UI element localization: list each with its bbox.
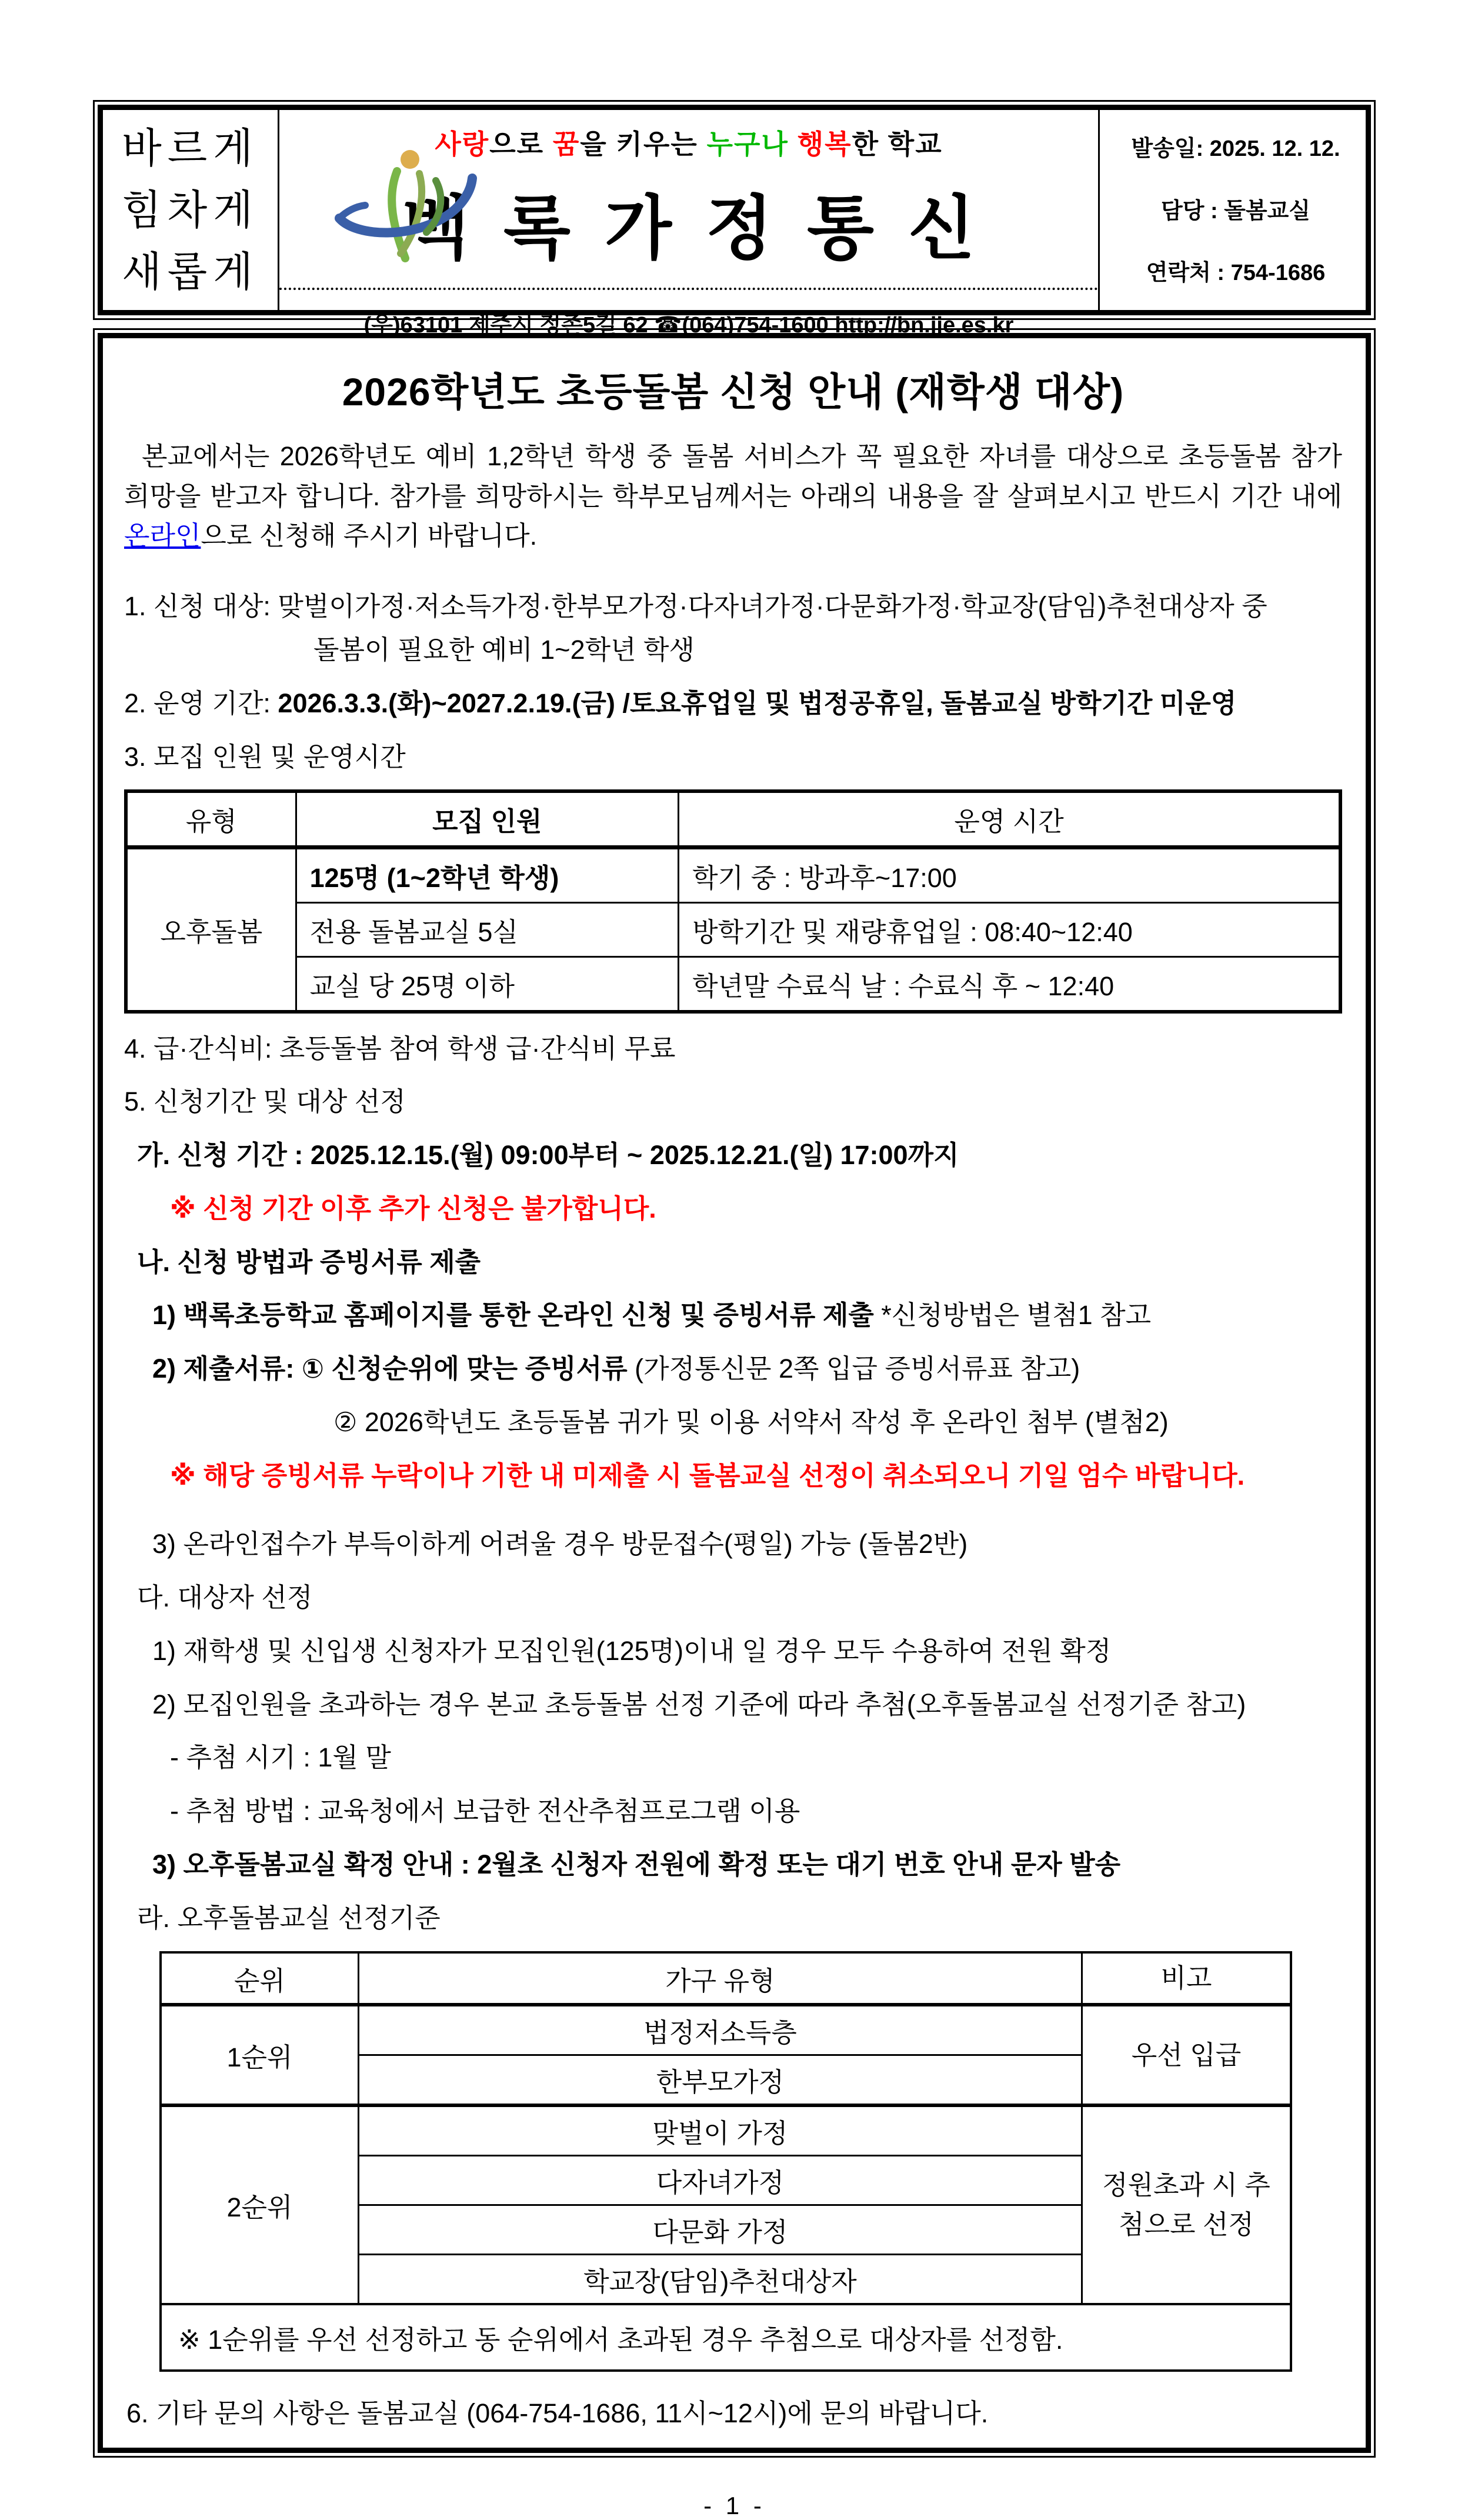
na-2-documents-line2: ② 2026학년도 초등돌봄 귀가 및 이용 서약서 작성 후 온라인 첨부 (별첨2) [333,1406,1169,1437]
table-header-row [126,791,1340,848]
item-5-selection: 5. 신청기간 및 대상 선정 [124,1086,406,1117]
col-header-type: 유형 [126,791,296,848]
col-header-capacity: 모집 인원 [296,791,678,848]
recruitment-table [124,789,1342,1014]
intro-paragraph: 본교에서는 2026학년도 예비 1,2학년 학생 중 돌봄 서비스가 꼭 필요한 자녀를 대상으로 초등돌봄 참가 희망을 받고자 합니다. 참가를 희망하시는 학부모님께서는 아래의 내용을 잘 살펴보시고 반드시 기간 내에 온라인으로 신청해 주시기 바랍니다. [124,441,1342,551]
sub-na-method: 나. 신청 방법과 증빙서류 제출 [137,1246,481,1277]
motto-line-1: 바르게 [122,125,259,171]
content-box [93,328,1376,2458]
cell-type-dual-income: 맞벌이 가정 [358,2105,1082,2156]
slogan-word-dream: 꿈 [552,129,580,159]
cell-type-single-parent: 한부모가정 [358,2055,1082,2105]
cell-rank-2: 2순위 [161,2105,358,2304]
cell-capacity-2: 전용 돌봄교실 5실 [296,902,678,956]
col-header-household: 가구 유형 [358,1952,1082,2005]
criteria-footnote: ※ 1순위를 우선 선정하고 동 순위에서 초과된 경우 추첨으로 대상자를 선정함. [161,2304,1291,2371]
cell-rank-1: 1순위 [161,2005,358,2105]
da-1-within-capacity: 1) 재학생 및 신입생 신청자가 모집인원(125명)이내 일 경우 모두 수용하여 전원 확정 [152,1635,1112,1666]
item-1-target: 1. 신청 대상: 맞벌이가정·저소득가정·한부모가정·다자녀가정·다문화가정·학교장(담임)추천대상자 중 돌봄이 필요한 예비 1~2학년 학생 [124,591,1267,665]
table-row [126,956,1340,1012]
header-meta [1100,110,1366,310]
manager: 담당 : 돌봄교실 [1160,198,1311,224]
criteria-table [159,1951,1292,2372]
header-center [279,110,1100,338]
online-link[interactable]: 온라인 [124,521,201,551]
page-number: - 1 - [703,2491,765,2519]
sub-ra-criteria: 라. 오후돌봄교실 선정기준 [137,1902,441,1933]
sub-ga-period: 가. 신청 기간 : 2025.12.15.(월) 09:00부터 ~ 2025.12.21.(일) 17:00까지 [137,1140,959,1170]
newsletter-title: 백록가정통신 [402,190,1009,268]
note-no-late-application: ※ 신청 기간 이후 추가 신청은 불가합니다. [170,1193,656,1224]
col-header-remark: 비고 [1082,1952,1291,2005]
criteria-header-row [161,1952,1291,2005]
school-address: (우)63101 제주시 정존5길 62 ☎(064)754-1600 http://bn.jje.es.kr [363,313,1014,338]
col-header-hours: 운영 시간 [679,791,1340,848]
slogan-word-happy: 행복 [797,129,852,159]
school-logo-icon [332,145,485,269]
na-1-online: 1) 백록초등학교 홈페이지를 통한 온라인 신청 및 증빙서류 제출 *신청방법은 별첨1 참고 [152,1300,1152,1331]
slogan-word-everyone: 누구나 [706,129,789,159]
note-document-deadline: ※ 해당 증빙서류 누락이나 기한 내 미제출 시 돌봄교실 선정이 취소되오니 기일 엄수 바랍니다. [170,1460,1245,1491]
page-title: 2026학년도 초등돌봄 신청 안내 (재학생 대상) [342,370,1125,414]
slogan-word-love: 사랑 [435,129,490,159]
item-2-period: 2. 운영 기간: 2026.3.3.(화)~2027.2.19.(금) /토요휴업일 및 법정공휴일, 돌봄교실 방학기간 미운영 [124,688,1237,718]
contact: 연락처 : 754-1686 [1146,261,1326,285]
cell-hours-1: 학기 중 : 방과후~17:00 [679,847,1340,902]
cell-type-multicultural: 다문화 가정 [358,2205,1082,2254]
item-3-capacity: 3. 모집 인원 및 운영시간 [124,741,406,772]
da-3-confirmation: 3) 오후돌봄교실 확정 안내 : 2월초 신청자 전원에 확정 또는 대기 번호 안내 문자 발송 [152,1849,1121,1879]
da-2-over-capacity: 2) 모집인원을 초과하는 경우 본교 초등돌봄 선정 기준에 따라 추첨(오후돌봄교실 선정기준 참고) [152,1689,1246,1719]
na-3-visit: 3) 온라인접수가 부득이하게 어려울 경우 방문접수(평일) 가능 (돌봄2반) [152,1529,968,1559]
cell-type-principal-recommend: 학교장(담임)추천대상자 [358,2254,1082,2304]
item-6-inquiry: 6. 기타 문의 사항은 돌봄교실 (064-754-1686, 11시~12시)에 문의 바랍니다. [126,2398,989,2428]
col-header-rank: 순위 [161,1952,358,2005]
table-row [126,902,1340,956]
cell-note-priority: 우선 입급 [1082,2005,1291,2105]
sub-da-selection: 다. 대상자 선정 [137,1582,313,1612]
cell-capacity-3: 교실 당 25명 이하 [296,956,678,1012]
cell-capacity-1: 125명 (1~2학년 학생) [296,847,678,902]
header-box [93,100,1376,338]
motto-line-3: 새롭게 [122,248,259,295]
cell-hours-3: 학년말 수료식 날 : 수료식 후 ~ 12:40 [679,956,1340,1012]
cell-note-lottery: 정원초과 시 추첨으로 선정 [1082,2105,1291,2304]
send-date: 발송일: 2025. 12. 12. [1131,136,1340,161]
na-2-documents: 2) 제출서류: ① 신청순위에 맞는 증빙서류 (가정통신문 2쪽 입급 증빙서류표 참고) [152,1354,1080,1384]
criteria-footnote-row [161,2304,1291,2371]
da-2-lottery-method: - 추첨 방법 : 교육청에서 보급한 전산추첨프로그램 이용 [170,1796,800,1826]
school-slogan: 사랑으로 꿈을 키우는 누구나 행복한 학교 [435,129,943,159]
table-row [161,2005,1291,2055]
school-motto [103,110,279,310]
item-4-meals: 4. 급·간식비: 초등돌봄 참여 학생 급·간식비 무료 [124,1033,676,1064]
da-2-lottery-time: - 추첨 시기 : 1월 말 [170,1742,391,1773]
table-row [161,2105,1291,2156]
cell-type-multi-child: 다자녀가정 [358,2155,1082,2205]
cell-program-type: 오후돌봄 [126,847,296,1012]
cell-type-low-income: 법정저소득층 [358,2005,1082,2055]
cell-hours-2: 방학기간 및 재량휴업일 : 08:40~12:40 [679,902,1340,956]
table-row [126,847,1340,902]
motto-line-2: 힘차게 [122,186,259,233]
